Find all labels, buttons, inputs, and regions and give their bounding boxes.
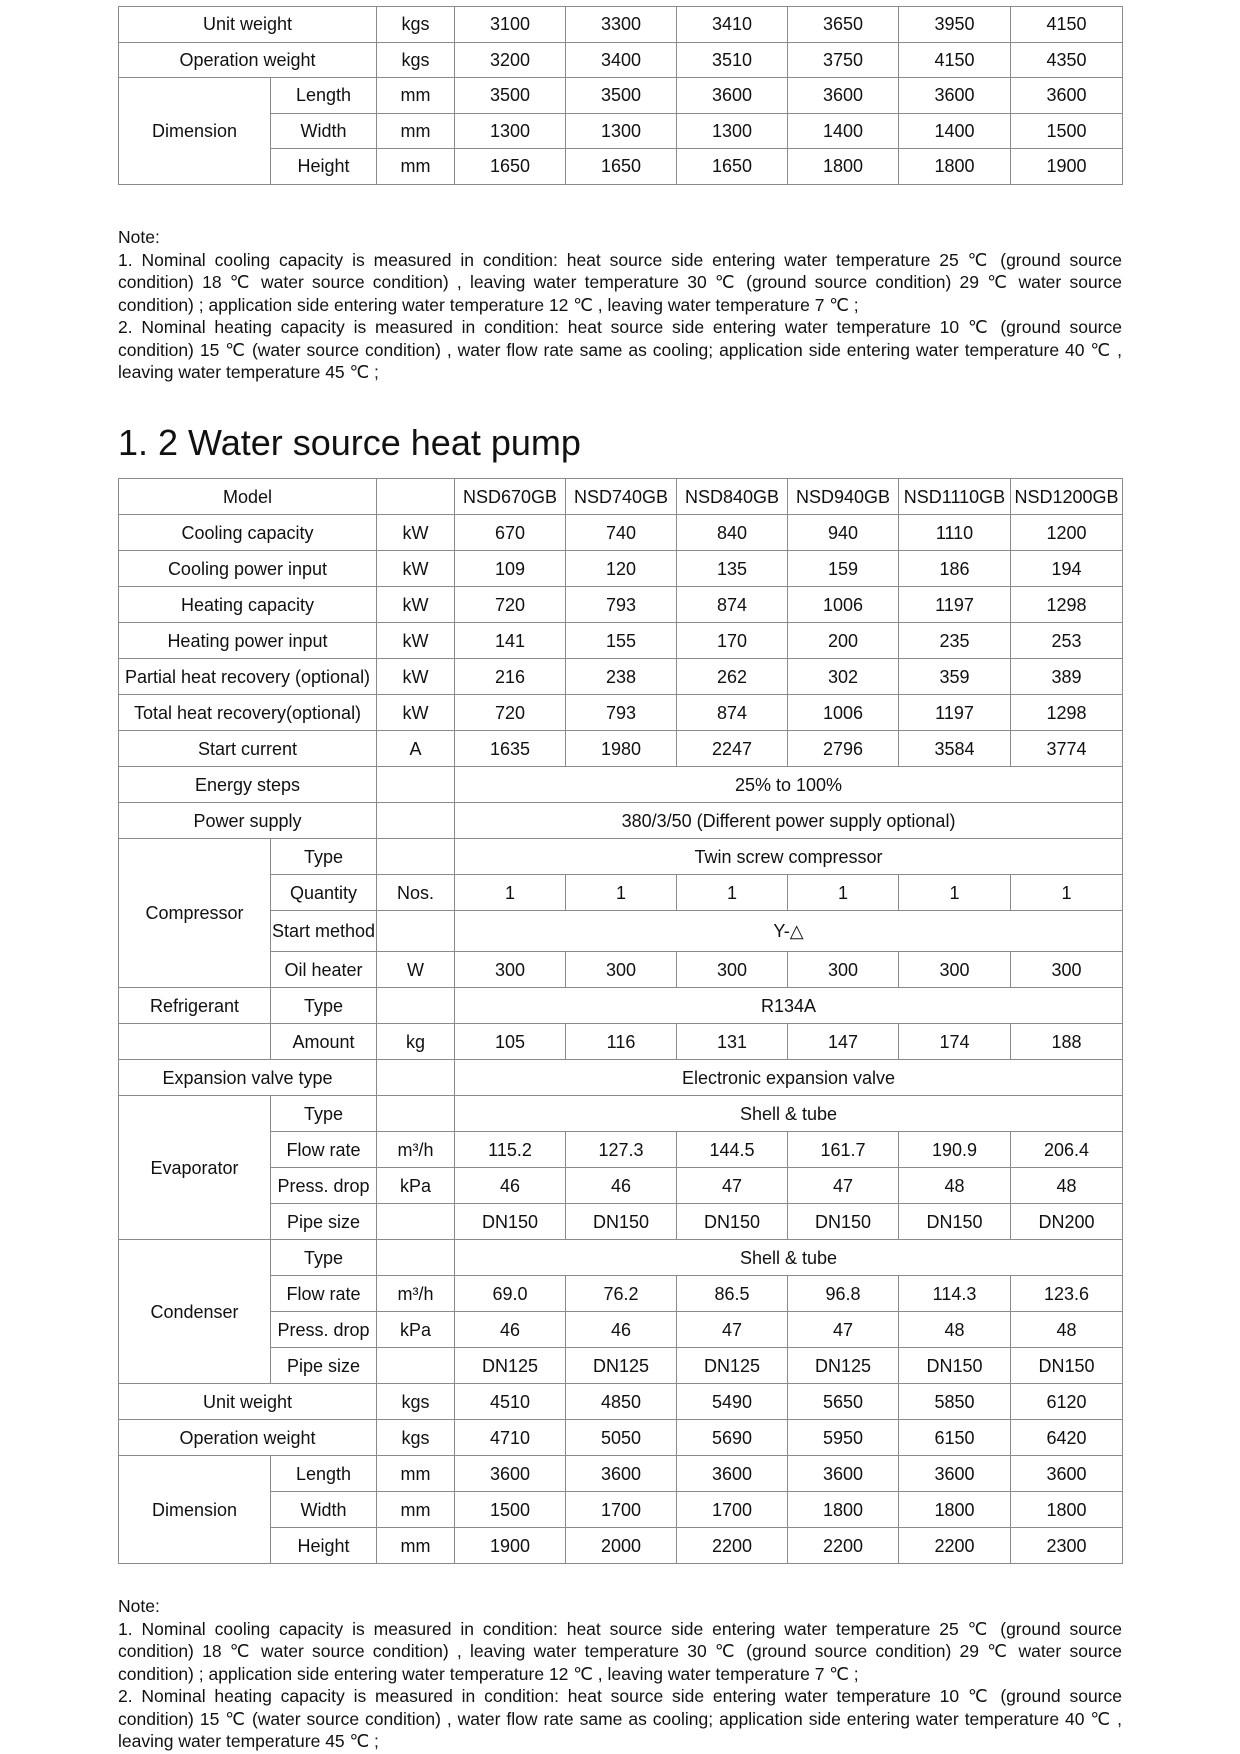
- value-cell: 1980: [566, 731, 677, 767]
- value-cell: 48: [1011, 1312, 1123, 1348]
- value-cell: 1: [566, 875, 677, 911]
- value-cell: 940: [788, 515, 899, 551]
- value-cell: 69.0: [455, 1276, 566, 1312]
- value-cell: 147: [788, 1024, 899, 1060]
- value-cell: 1298: [1011, 695, 1123, 731]
- value-cell: 1197: [899, 587, 1011, 623]
- value-cell: 3600: [788, 1456, 899, 1492]
- value-cell: 46: [566, 1168, 677, 1204]
- value-cell: 46: [455, 1168, 566, 1204]
- unit-cell: kW: [377, 515, 455, 551]
- value-cell: 4850: [566, 1384, 677, 1420]
- value-cell: 840: [677, 515, 788, 551]
- row-label: Flow rate: [271, 1132, 377, 1168]
- value-cell: 188: [1011, 1024, 1123, 1060]
- value-cell: 1635: [455, 731, 566, 767]
- value-cell: 1650: [677, 149, 788, 185]
- row-label: Width: [271, 1492, 377, 1528]
- unit-cell: A: [377, 731, 455, 767]
- unit-cell: [377, 839, 455, 875]
- value-cell: 1006: [788, 695, 899, 731]
- table-row: [119, 78, 1123, 114]
- row-label: Start current: [119, 731, 377, 767]
- unit-cell: m³/h: [377, 1132, 455, 1168]
- value-cell: 135: [677, 551, 788, 587]
- table-row: [119, 1420, 1123, 1456]
- merged-value-cell: R134A: [455, 988, 1123, 1024]
- merged-value-cell: Electronic expansion valve: [455, 1060, 1123, 1096]
- group-label: Dimension: [119, 1456, 271, 1564]
- row-label: Type: [271, 988, 377, 1024]
- value-cell: 1800: [899, 1492, 1011, 1528]
- value-cell: DN200: [1011, 1204, 1123, 1240]
- row-label: Width: [271, 113, 377, 149]
- table-row: [119, 803, 1123, 839]
- value-cell: 3300: [566, 7, 677, 43]
- row-label: Operation weight: [119, 1420, 377, 1456]
- row-label: Operation weight: [119, 42, 377, 78]
- value-cell: 1006: [788, 587, 899, 623]
- unit-cell: m³/h: [377, 1276, 455, 1312]
- value-cell: 238: [566, 659, 677, 695]
- note-line: 2. Nominal heating capacity is measured in condition: heat source side entering water temperature 10 ℃ (ground source condition) 15 ℃ (water source condition) , water flow rate same as cooling; application side entering water temperature 40 ℃ , leaving water temperature 45 ℃ ;: [118, 317, 1122, 382]
- value-cell: 3410: [677, 7, 788, 43]
- value-cell: 86.5: [677, 1276, 788, 1312]
- value-cell: 1400: [899, 113, 1011, 149]
- row-label: Cooling capacity: [119, 515, 377, 551]
- value-cell: 46: [455, 1312, 566, 1348]
- row-label: Pipe size: [271, 1348, 377, 1384]
- unit-cell: mm: [377, 149, 455, 185]
- value-cell: 115.2: [455, 1132, 566, 1168]
- row-label: Partial heat recovery (optional): [119, 659, 377, 695]
- row-label: Oil heater: [271, 952, 377, 988]
- value-cell: 300: [788, 952, 899, 988]
- table-row: [119, 1240, 1123, 1276]
- value-cell: 109: [455, 551, 566, 587]
- value-cell: 131: [677, 1024, 788, 1060]
- value-cell: 120: [566, 551, 677, 587]
- value-cell: 1300: [455, 113, 566, 149]
- value-cell: DN150: [788, 1204, 899, 1240]
- row-label: Flow rate: [271, 1276, 377, 1312]
- table-row: [119, 988, 1123, 1024]
- row-label: Expansion valve type: [119, 1060, 377, 1096]
- value-cell: DN125: [566, 1348, 677, 1384]
- row-label: Type: [271, 1240, 377, 1276]
- unit-cell: mm: [377, 78, 455, 114]
- row-label: Quantity: [271, 875, 377, 911]
- merged-value-cell: 380/3/50 (Different power supply optional): [455, 803, 1123, 839]
- value-cell: 155: [566, 623, 677, 659]
- note-line: 1. Nominal cooling capacity is measured in condition: heat source side entering water temperature 25 ℃ (ground source condition) 18 ℃ water source condition) , leaving water temperature 30 ℃ (ground source condition) 29 ℃ water source condition) ; application side entering water temperature 12 ℃ , leaving water temperature 7 ℃ ;: [118, 249, 1122, 315]
- row-label: Heating power input: [119, 623, 377, 659]
- unit-cell: [377, 803, 455, 839]
- value-cell: 3950: [899, 7, 1011, 43]
- value-cell: 3600: [1011, 1456, 1123, 1492]
- table-row: [119, 767, 1123, 803]
- value-cell: 47: [788, 1312, 899, 1348]
- unit-cell: kPa: [377, 1168, 455, 1204]
- value-cell: 300: [1011, 952, 1123, 988]
- value-cell: DN125: [455, 1348, 566, 1384]
- value-cell: 3600: [788, 78, 899, 114]
- row-label: Energy steps: [119, 767, 377, 803]
- value-cell: 300: [899, 952, 1011, 988]
- value-cell: 76.2: [566, 1276, 677, 1312]
- table-row: [119, 839, 1123, 875]
- value-cell: 2200: [677, 1528, 788, 1564]
- value-cell: 5950: [788, 1420, 899, 1456]
- value-cell: 48: [899, 1312, 1011, 1348]
- value-cell: 114.3: [899, 1276, 1011, 1312]
- table-row: [119, 695, 1123, 731]
- row-label: Press. drop: [271, 1168, 377, 1204]
- group-label: Compressor: [119, 839, 271, 988]
- table-row: [119, 1060, 1123, 1096]
- value-cell: 47: [788, 1168, 899, 1204]
- table-row: [119, 623, 1123, 659]
- value-cell: 159: [788, 551, 899, 587]
- value-cell: DN150: [677, 1204, 788, 1240]
- note-heading: Note:: [118, 1596, 160, 1616]
- value-cell: 874: [677, 695, 788, 731]
- value-cell: 235: [899, 623, 1011, 659]
- table-header-row: [119, 479, 1123, 515]
- group-label: Refrigerant: [119, 988, 271, 1024]
- value-cell: 1500: [1011, 113, 1123, 149]
- value-cell: 720: [455, 695, 566, 731]
- merged-value-cell: Y-△: [455, 911, 1123, 952]
- model-header: NSD840GB: [677, 479, 788, 515]
- value-cell: DN125: [788, 1348, 899, 1384]
- group-label: Condenser: [119, 1240, 271, 1384]
- table-row: [119, 1096, 1123, 1132]
- note-heading: Note:: [118, 227, 160, 247]
- value-cell: 1: [899, 875, 1011, 911]
- merged-value-cell: Shell & tube: [455, 1240, 1123, 1276]
- value-cell: 161.7: [788, 1132, 899, 1168]
- value-cell: 3584: [899, 731, 1011, 767]
- value-cell: 1110: [899, 515, 1011, 551]
- value-cell: 1500: [455, 1492, 566, 1528]
- unit-cell: [377, 911, 455, 952]
- unit-cell: mm: [377, 1528, 455, 1564]
- value-cell: 4350: [1011, 42, 1123, 78]
- value-cell: 1800: [899, 149, 1011, 185]
- value-cell: 1800: [788, 1492, 899, 1528]
- unit-cell: mm: [377, 113, 455, 149]
- value-cell: 3600: [899, 78, 1011, 114]
- row-label: Type: [271, 1096, 377, 1132]
- value-cell: 359: [899, 659, 1011, 695]
- value-cell: DN150: [455, 1204, 566, 1240]
- model-header: NSD740GB: [566, 479, 677, 515]
- merged-value-cell: Twin screw compressor: [455, 839, 1123, 875]
- value-cell: 3600: [566, 1456, 677, 1492]
- value-cell: 105: [455, 1024, 566, 1060]
- value-cell: 1700: [566, 1492, 677, 1528]
- value-cell: 1400: [788, 113, 899, 149]
- value-cell: 186: [899, 551, 1011, 587]
- model-header: NSD940GB: [788, 479, 899, 515]
- value-cell: 46: [566, 1312, 677, 1348]
- note-block: [118, 1595, 1122, 1753]
- value-cell: 1900: [455, 1528, 566, 1564]
- row-label: Unit weight: [119, 7, 377, 43]
- value-cell: 2200: [788, 1528, 899, 1564]
- row-label: Unit weight: [119, 1384, 377, 1420]
- value-cell: 3200: [455, 42, 566, 78]
- value-cell: 3500: [566, 78, 677, 114]
- table-row: [119, 551, 1123, 587]
- value-cell: 670: [455, 515, 566, 551]
- unit-cell: kgs: [377, 42, 455, 78]
- table-row: [119, 731, 1123, 767]
- row-label: Length: [271, 78, 377, 114]
- value-cell: 3600: [1011, 78, 1123, 114]
- row-label: Length: [271, 1456, 377, 1492]
- value-cell: 1650: [566, 149, 677, 185]
- value-cell: 2247: [677, 731, 788, 767]
- value-cell: 3600: [455, 1456, 566, 1492]
- table-row: [119, 515, 1123, 551]
- row-label: Height: [271, 1528, 377, 1564]
- value-cell: 47: [677, 1312, 788, 1348]
- value-cell: 96.8: [788, 1276, 899, 1312]
- unit-cell: [377, 1060, 455, 1096]
- value-cell: 3500: [455, 78, 566, 114]
- value-cell: 6420: [1011, 1420, 1123, 1456]
- value-cell: 2300: [1011, 1528, 1123, 1564]
- table-row: [119, 1384, 1123, 1420]
- value-cell: 3600: [899, 1456, 1011, 1492]
- row-label: Type: [271, 839, 377, 875]
- value-cell: 170: [677, 623, 788, 659]
- table-row: [119, 42, 1123, 78]
- unit-cell: kW: [377, 659, 455, 695]
- unit-cell: [377, 1240, 455, 1276]
- unit-cell: W: [377, 952, 455, 988]
- value-cell: 253: [1011, 623, 1123, 659]
- unit-cell: kW: [377, 695, 455, 731]
- group-label: [119, 1024, 271, 1060]
- unit-cell: [377, 479, 455, 515]
- value-cell: 144.5: [677, 1132, 788, 1168]
- model-header: NSD670GB: [455, 479, 566, 515]
- value-cell: 3400: [566, 42, 677, 78]
- merged-value-cell: 25% to 100%: [455, 767, 1123, 803]
- unit-cell: [377, 988, 455, 1024]
- value-cell: 200: [788, 623, 899, 659]
- value-cell: 1800: [1011, 1492, 1123, 1528]
- note-block: [118, 226, 1122, 384]
- model-header: NSD1110GB: [899, 479, 1011, 515]
- value-cell: 1: [455, 875, 566, 911]
- value-cell: 123.6: [1011, 1276, 1123, 1312]
- value-cell: 216: [455, 659, 566, 695]
- unit-cell: Nos.: [377, 875, 455, 911]
- value-cell: 262: [677, 659, 788, 695]
- value-cell: 127.3: [566, 1132, 677, 1168]
- unit-cell: [377, 1204, 455, 1240]
- header-label: Model: [119, 479, 377, 515]
- value-cell: 874: [677, 587, 788, 623]
- value-cell: 1300: [566, 113, 677, 149]
- unit-cell: kgs: [377, 1420, 455, 1456]
- row-label: Amount: [271, 1024, 377, 1060]
- value-cell: DN125: [677, 1348, 788, 1384]
- value-cell: 1700: [677, 1492, 788, 1528]
- value-cell: 1800: [788, 149, 899, 185]
- value-cell: 190.9: [899, 1132, 1011, 1168]
- value-cell: 5490: [677, 1384, 788, 1420]
- value-cell: 1300: [677, 113, 788, 149]
- value-cell: 1900: [1011, 149, 1123, 185]
- value-cell: 1298: [1011, 587, 1123, 623]
- value-cell: 1650: [455, 149, 566, 185]
- value-cell: 4510: [455, 1384, 566, 1420]
- value-cell: 300: [455, 952, 566, 988]
- spec-table-water-source: [118, 478, 1123, 1564]
- value-cell: 5050: [566, 1420, 677, 1456]
- value-cell: DN150: [1011, 1348, 1123, 1384]
- unit-cell: kgs: [377, 7, 455, 43]
- value-cell: DN150: [899, 1348, 1011, 1384]
- value-cell: DN150: [899, 1204, 1011, 1240]
- unit-cell: kW: [377, 551, 455, 587]
- row-label: Total heat recovery(optional): [119, 695, 377, 731]
- unit-cell: [377, 1348, 455, 1384]
- value-cell: 302: [788, 659, 899, 695]
- value-cell: 6150: [899, 1420, 1011, 1456]
- value-cell: 1200: [1011, 515, 1123, 551]
- value-cell: 47: [677, 1168, 788, 1204]
- value-cell: 5650: [788, 1384, 899, 1420]
- row-label: Power supply: [119, 803, 377, 839]
- table-row: [119, 7, 1123, 43]
- table-row: [119, 1456, 1123, 1492]
- value-cell: 194: [1011, 551, 1123, 587]
- value-cell: 48: [899, 1168, 1011, 1204]
- value-cell: 141: [455, 623, 566, 659]
- section-title: 1. 2 Water source heat pump: [118, 422, 581, 463]
- value-cell: 4150: [899, 42, 1011, 78]
- value-cell: 2000: [566, 1528, 677, 1564]
- row-label: Pipe size: [271, 1204, 377, 1240]
- table-row: [119, 659, 1123, 695]
- value-cell: 3600: [677, 1456, 788, 1492]
- value-cell: 793: [566, 695, 677, 731]
- value-cell: 116: [566, 1024, 677, 1060]
- value-cell: 1: [677, 875, 788, 911]
- note-line: 2. Nominal heating capacity is measured in condition: heat source side entering water temperature 10 ℃ (ground source condition) 15 ℃ (water source condition) , water flow rate same as cooling; application side entering water temperature 40 ℃ , leaving water temperature 45 ℃ ;: [118, 1686, 1122, 1751]
- value-cell: 720: [455, 587, 566, 623]
- table-row: [119, 1024, 1123, 1060]
- table-row: [119, 587, 1123, 623]
- row-label: Cooling power input: [119, 551, 377, 587]
- group-label: Evaporator: [119, 1096, 271, 1240]
- unit-cell: kW: [377, 587, 455, 623]
- value-cell: 300: [677, 952, 788, 988]
- value-cell: 1: [1011, 875, 1123, 911]
- value-cell: 2796: [788, 731, 899, 767]
- row-label: Heating capacity: [119, 587, 377, 623]
- note-line: 1. Nominal cooling capacity is measured in condition: heat source side entering water temperature 25 ℃ (ground source condition) 18 ℃ water source condition) , leaving water temperature 30 ℃ (ground source condition) 29 ℃ water source condition) ; application side entering water temperature 12 ℃ , leaving water temperature 7 ℃ ;: [118, 1618, 1122, 1684]
- spec-table-continued: [118, 6, 1123, 185]
- row-label: Start method: [271, 911, 377, 952]
- value-cell: 389: [1011, 659, 1123, 695]
- unit-cell: kW: [377, 623, 455, 659]
- value-cell: DN150: [566, 1204, 677, 1240]
- unit-cell: mm: [377, 1492, 455, 1528]
- value-cell: 793: [566, 587, 677, 623]
- value-cell: 4710: [455, 1420, 566, 1456]
- unit-cell: kg: [377, 1024, 455, 1060]
- unit-cell: [377, 1096, 455, 1132]
- value-cell: 1: [788, 875, 899, 911]
- group-label: Dimension: [119, 78, 271, 185]
- value-cell: 3750: [788, 42, 899, 78]
- value-cell: 5850: [899, 1384, 1011, 1420]
- value-cell: 1197: [899, 695, 1011, 731]
- value-cell: 6120: [1011, 1384, 1123, 1420]
- unit-cell: mm: [377, 1456, 455, 1492]
- value-cell: 3774: [1011, 731, 1123, 767]
- row-label: Height: [271, 149, 377, 185]
- value-cell: 300: [566, 952, 677, 988]
- unit-cell: kgs: [377, 1384, 455, 1420]
- value-cell: 5690: [677, 1420, 788, 1456]
- value-cell: 174: [899, 1024, 1011, 1060]
- unit-cell: kPa: [377, 1312, 455, 1348]
- value-cell: 3510: [677, 42, 788, 78]
- value-cell: 740: [566, 515, 677, 551]
- unit-cell: [377, 767, 455, 803]
- value-cell: 206.4: [1011, 1132, 1123, 1168]
- merged-value-cell: Shell & tube: [455, 1096, 1123, 1132]
- value-cell: 3600: [677, 78, 788, 114]
- value-cell: 48: [1011, 1168, 1123, 1204]
- value-cell: 3100: [455, 7, 566, 43]
- row-label: Press. drop: [271, 1312, 377, 1348]
- value-cell: 4150: [1011, 7, 1123, 43]
- model-header: NSD1200GB: [1011, 479, 1123, 515]
- value-cell: 3650: [788, 7, 899, 43]
- value-cell: 2200: [899, 1528, 1011, 1564]
